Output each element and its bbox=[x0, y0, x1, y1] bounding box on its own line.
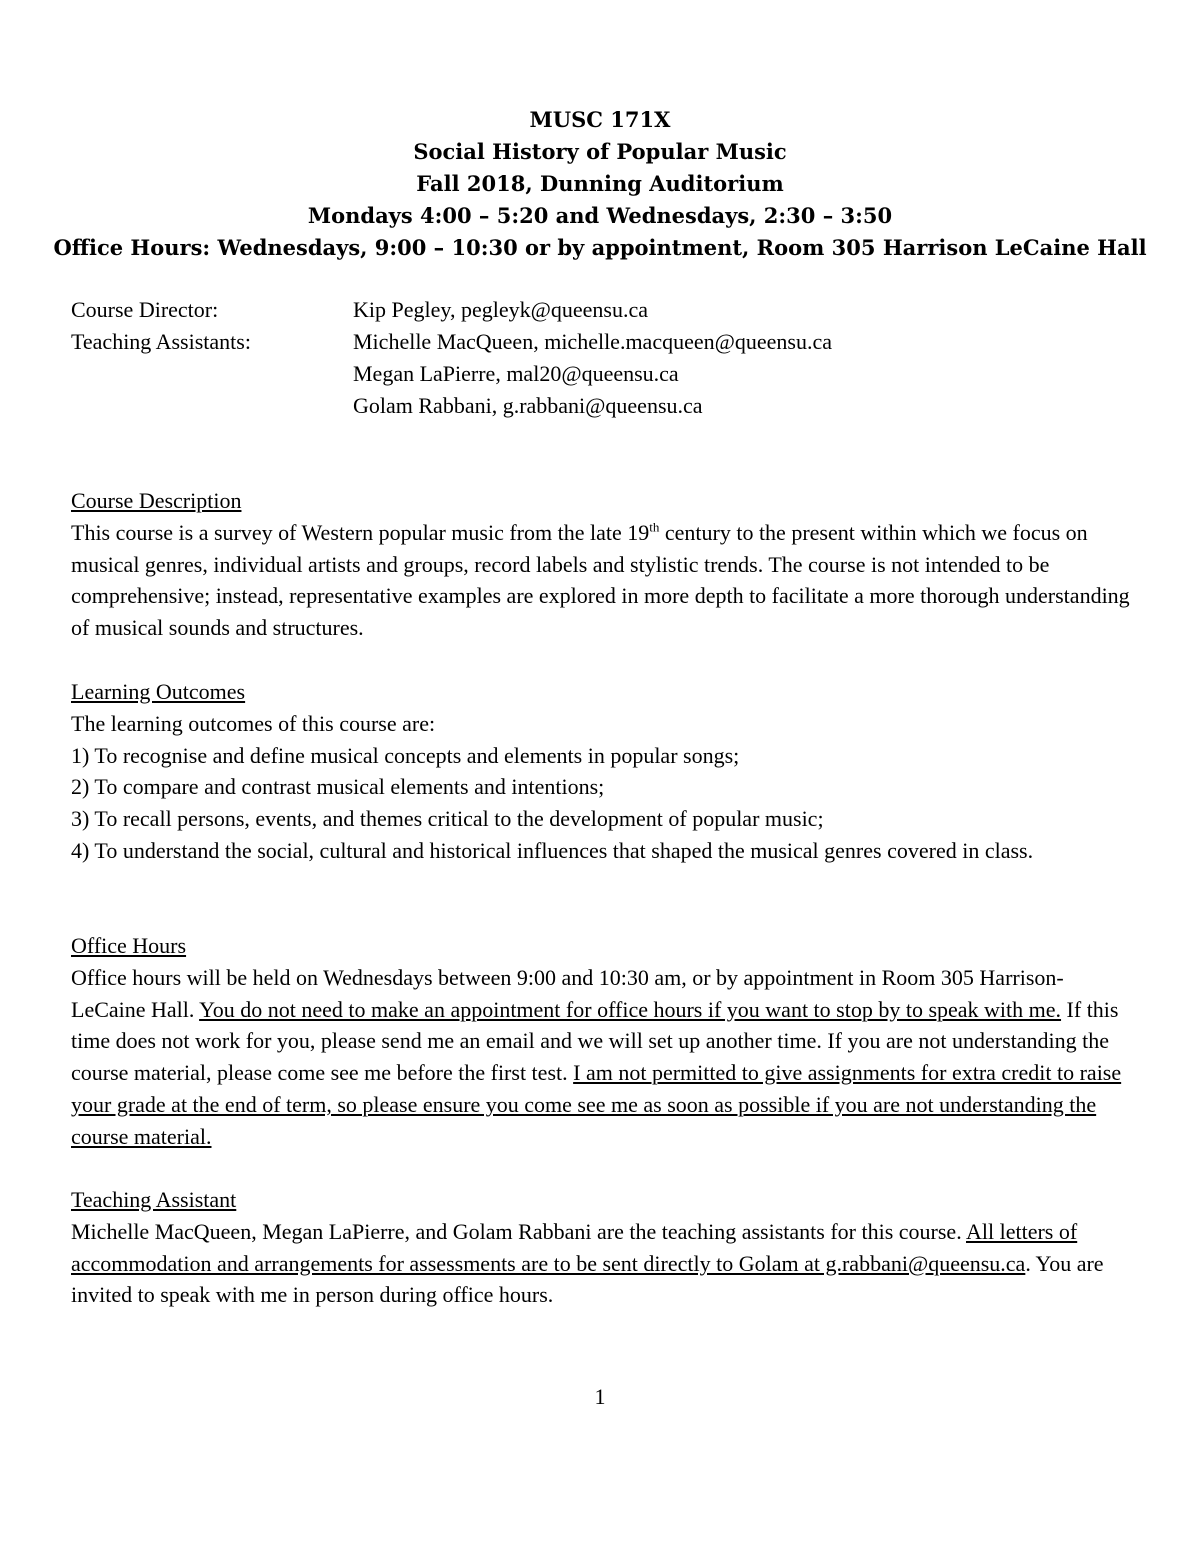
description-text-part: This course is a survey of Western popular music from the late 19 bbox=[71, 519, 650, 545]
ta-label: Teaching Assistants: bbox=[71, 329, 251, 354]
learning-outcomes-section bbox=[71, 676, 1131, 867]
course-description-text bbox=[71, 517, 1131, 644]
course-title: Social History of Popular Music bbox=[413, 139, 787, 164]
director-value: Kip Pegley, pegleyk@queensu.ca bbox=[353, 297, 648, 322]
office-hours-emphasis: You do not need to make an appointment for office hours if you want to stop by to speak with me. bbox=[199, 996, 1062, 1022]
office-hours-section bbox=[71, 930, 1131, 1153]
office-hours-text-part: Office hours will be held on Wednesdays between 9:00 and 10:30 am, or by appointment in Room 305 Harrison-LeCaine Hall. bbox=[71, 964, 1064, 1022]
page-number: 1 bbox=[594, 1384, 606, 1409]
course-description-heading: Course Description bbox=[71, 488, 242, 513]
ta-text-part: . You are invited to speak with me in person during office hours. bbox=[71, 1250, 1104, 1308]
ta-value: Megan LaPierre, mal20@queensu.ca bbox=[353, 361, 679, 386]
learning-outcomes-heading: Learning Outcomes bbox=[71, 679, 246, 704]
office-hours-summary: Office Hours: Wednesdays, 9:00 – 10:30 or by appointment, Room 305 Harrison LeCaine Hall bbox=[53, 235, 1147, 260]
ta-value: Golam Rabbani, g.rabbani@queensu.ca bbox=[353, 393, 703, 418]
course-code: MUSC 171X bbox=[529, 107, 671, 132]
learning-outcome-item: 2) To compare and contrast musical elements and intentions; bbox=[71, 774, 605, 800]
office-hours-heading: Office Hours bbox=[71, 933, 187, 958]
document-header bbox=[0, 104, 1200, 264]
class-schedule: Mondays 4:00 – 5:20 and Wednesdays, 2:30 – 3:50 bbox=[307, 203, 893, 228]
ta-text-part: Michelle MacQueen, Megan LaPierre, and Golam Rabbani are the teaching assistants for this course. bbox=[71, 1218, 966, 1244]
description-text-part: century to the present within which we focus on musical genres, individual artists and groups, record labels and stylistic trends. The course is not intended to be comprehensive; instead, representative examples are explored in more depth to facilitate a more thorough understanding of musical sounds and structures. bbox=[71, 519, 1130, 641]
ta-value: Michelle MacQueen, michelle.macqueen@queensu.ca bbox=[353, 329, 832, 354]
learning-outcome-item: 4) To understand the social, cultural and historical influences that shaped the musical genres covered in class. bbox=[71, 837, 1034, 863]
superscript: th bbox=[649, 519, 660, 535]
office-hours-text bbox=[71, 962, 1131, 1153]
teaching-assistant-heading: Teaching Assistant bbox=[71, 1187, 237, 1212]
learning-outcome-item: 1) To recognise and define musical concepts and elements in popular songs; bbox=[71, 742, 740, 768]
office-hours-emphasis: I am not permitted to give assignments for extra credit to raise your grade at the end of term, so please ensure you come see me as soon as possible if you are not understanding the course material. bbox=[71, 1060, 1122, 1149]
teaching-assistant-text bbox=[71, 1216, 1131, 1311]
course-description-section bbox=[71, 485, 1131, 644]
learning-outcome-item: 3) To recall persons, events, and themes critical to the development of popular music; bbox=[71, 806, 824, 832]
ta-emphasis: All letters of accommodation and arrangements for assessments are to be sent directly to Golam at g.rabbani@queensu.ca bbox=[71, 1218, 1078, 1276]
teaching-assistant-section bbox=[71, 1184, 1131, 1311]
office-hours-text-part: If this time does not work for you, please send me an email and we will set up another time. If you are not understanding the course material, please come see me before the first test. bbox=[71, 996, 1119, 1086]
learning-outcomes-intro: The learning outcomes of this course are: bbox=[71, 710, 436, 736]
term-location: Fall 2018, Dunning Auditorium bbox=[416, 171, 784, 196]
director-label: Course Director: bbox=[71, 297, 219, 322]
